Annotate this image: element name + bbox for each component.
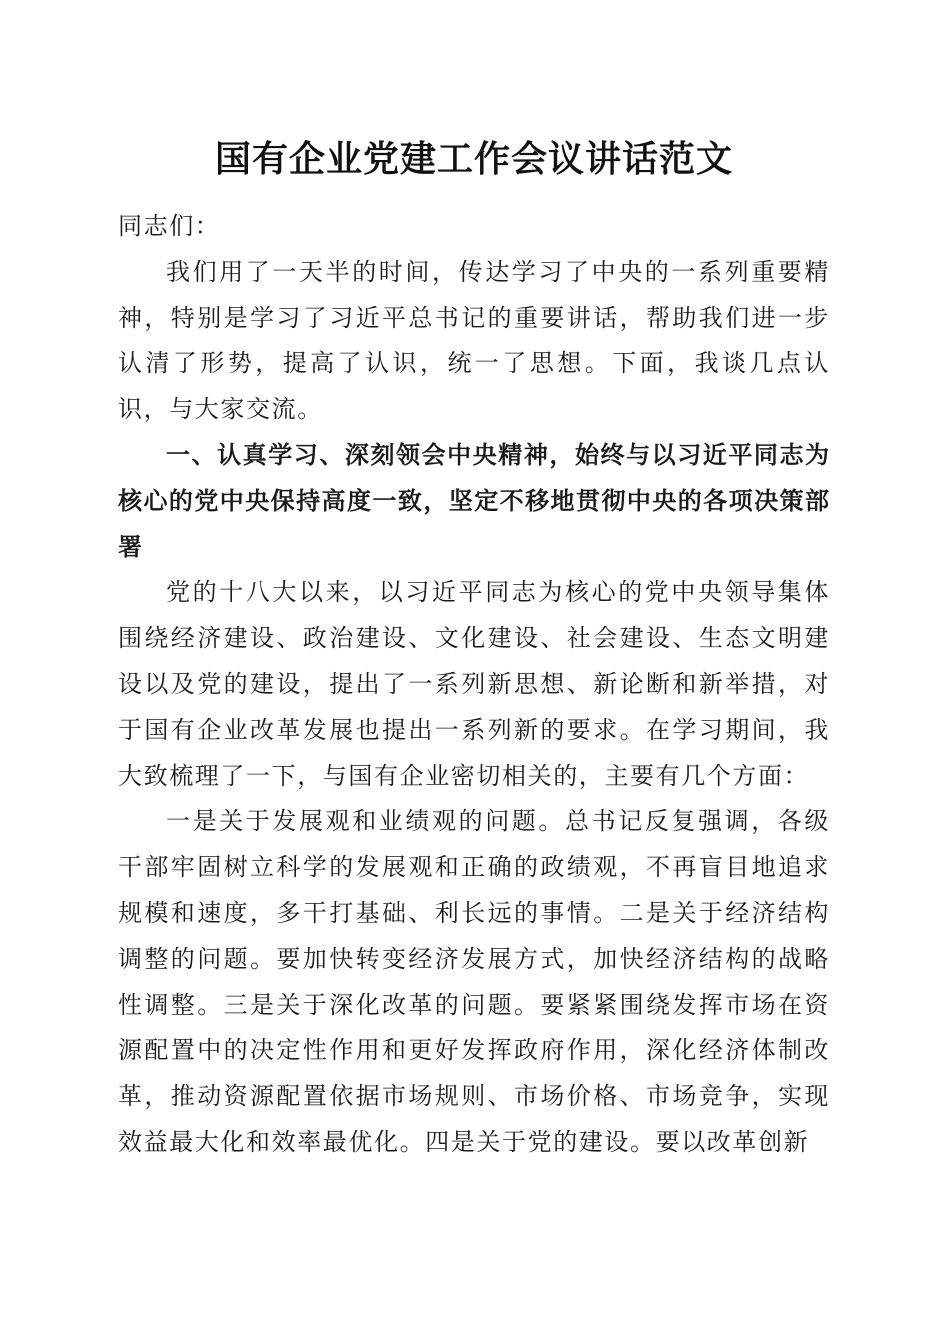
document-title: 国有企业党建工作会议讲话范文 xyxy=(214,138,733,180)
section-1-paragraph-1: 党的十八大以来，以习近平同志为核心的党中央领导集体围绕经济建设、政治建设、文化建设、社会建设、生态文明建设以及党的建设，提出了一系列新思想、新论断和新举措，对于国有企业改革发展也提出一系列新的要求。在学习期间，我大致梳理了一下，与国有企业密切相关的，主要有几个方面： xyxy=(118,578,830,790)
intro-paragraph: 我们用了一天半的时间，传达学习了中央的一系列重要精神，特别是学习了习近平总书记的重要讲话，帮助我们进一步认清了形势，提高了认识，统一了思想。下面，我谈几点认识，与大家交流。 xyxy=(118,257,830,424)
section-1-paragraph-2: 一是关于发展观和业绩观的问题。总书记反复强调，各级干部牢固树立科学的发展观和正确的政绩观，不再盲目地追求规模和速度，多干打基础、利长远的事情。二是关于经济结构调整的问题。要加快转变经济发展方式，加快经济结构的战略性调整。三是关于深化改革的问题。要紧紧围绕发挥市场在资源配置中的决定性作用和更好发挥政府作用，深化经济体制改革，推动资源配置依据市场规则、市场价格、市场竞争，实现效益最大化和效率最优化。四是关于党的建设。要以改革创新 xyxy=(118,807,830,1156)
document-body xyxy=(118,204,830,1166)
salutation: 同志们： xyxy=(118,212,221,240)
section-heading-1: 一、认真学习、深刻领会中央精神，始终与以习近平同志为核心的党中央保持高度一致，坚定不移地贯彻中央的各项决策部署 xyxy=(118,440,830,561)
